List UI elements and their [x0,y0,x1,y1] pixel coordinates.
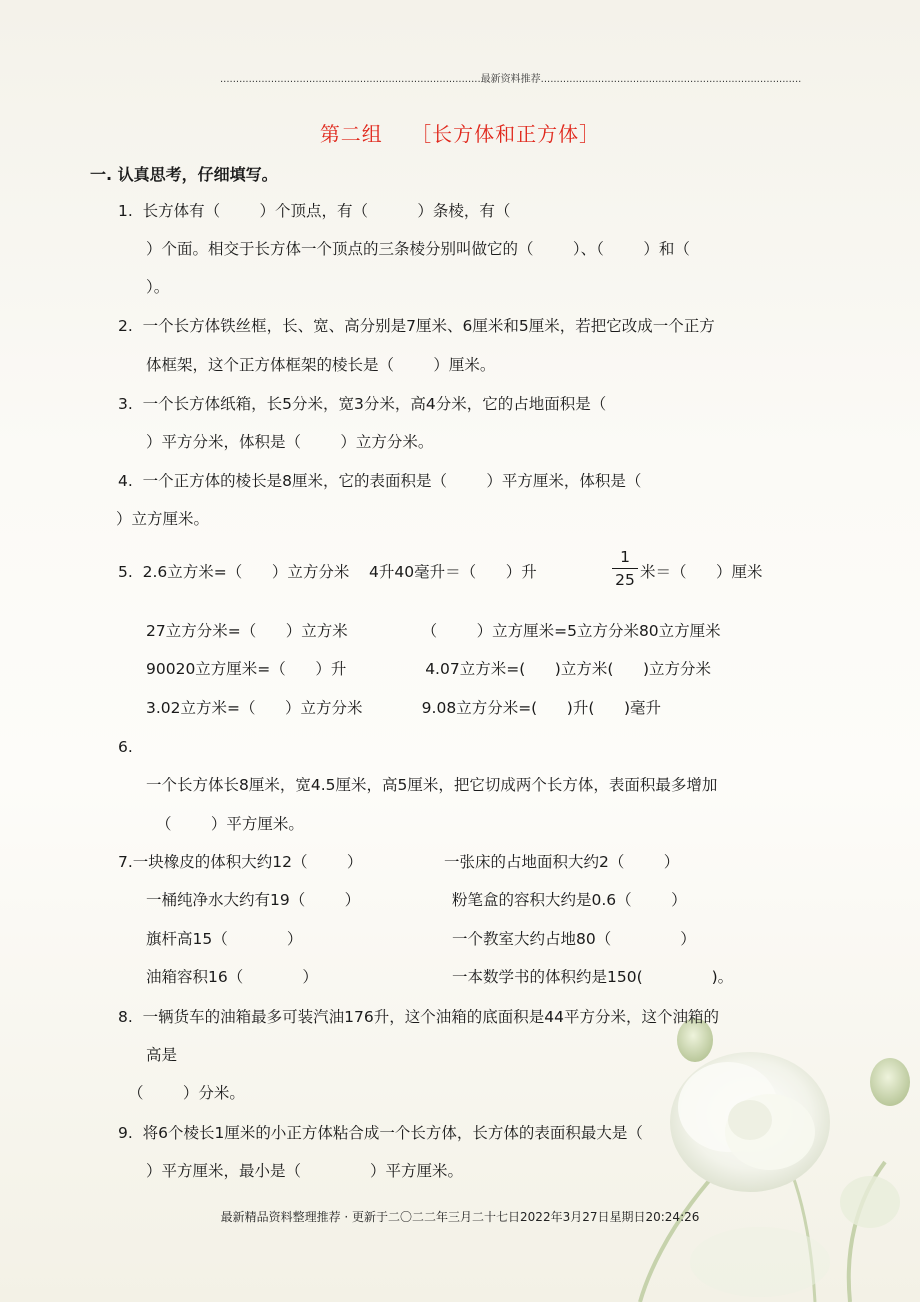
q4-line2: ）立方厘米。 [116,510,210,528]
q8-line1: 8. 一辆货车的油箱最多可装汽油176升，这个油箱的底面积是44平方分米，这个油箱的 [118,1008,719,1026]
q5-line1a: 5. 2.6立方米=（ ）立方分米 4升40毫升＝（ ）升 [118,563,537,581]
q7-line1b: 一张床的占地面积大约2（ ） [444,853,680,871]
page-footer: 最新精品资料整理推荐 · 更新于二〇二二年三月二十七日2022年3月27日星期日20:24:26 [220,1210,700,1224]
q1-line2: ）个面。相交于长方体一个顶点的三条棱分别叫做它的（ ）、（ ）和（ [146,240,690,258]
q8-line3: （ ）分米。 [128,1084,245,1102]
fraction-bar [612,568,638,569]
q3-line1: 3. 一个长方体纸箱，长5分米，宽3分米，高4分米，它的占地面积是（ [118,395,607,413]
q9-line1: 9. 将6个棱长1厘米的小正方体粘合成一个长方体，长方体的表面积最大是（ [118,1124,643,1142]
q7-line4b: 一本数学书的体积约是150( )。 [452,968,734,986]
q5-line3: 90020立方厘米=（ ）升 4.07立方米=( )立方米( )立方分米 [146,660,712,678]
q7-line1a: 7.一块橡皮的体积大约12（ ） [118,853,363,871]
q3-line2: ）平方分米，体积是（ ）立方分米。 [146,433,434,451]
fraction [612,547,638,590]
q1-line1: 1. 长方体有（ ）个顶点，有（ ）条棱，有（ [118,202,511,220]
q5-line1b: 米＝（ ）厘米 [640,563,763,581]
q7-line2b: 粉笔盒的容积大约是0.6（ ） [452,891,687,909]
q6-line2: （ ）平方厘米。 [156,815,304,833]
section-heading: 一. 认真思考，仔细填写。 [90,165,278,184]
fraction-denominator: 25 [615,571,635,589]
q7-line2a: 一桶纯净水大约有19（ ） [146,891,361,909]
q5-line2: 27立方分米=（ ）立方米 （ ）立方厘米=5立方分米80立方厘米 [146,622,721,640]
q6-line1: 一个长方体长8厘米，宽4.5厘米，高5厘米，把它切成两个长方体，表面积最多增加 [146,776,718,794]
q4-line1: 4. 一个正方体的棱长是8厘米，它的表面积是（ ）平方厘米，体积是（ [118,472,642,490]
q2-line1: 2. 一个长方体铁丝框，长、宽、高分别是7厘米、6厘米和5厘米，若把它改成一个正方 [118,317,715,335]
page-title: 第二组 ［长方体和正方体］ [319,122,601,146]
q1-line3: ）。 [146,278,170,296]
q6-number: 6. [118,738,133,756]
q7-line3a: 旗杆高15（ ） [146,930,303,948]
q9-line2: ）平方厘米，最小是（ ）平方厘米。 [146,1162,463,1180]
q8-line2: 高是 [146,1046,178,1064]
q5-line4: 3.02立方米=（ ）立方分米 9.08立方分米=( )升( )毫升 [146,699,661,717]
fraction-numerator: 1 [620,548,630,566]
page-header: ..................................................................................最新资料推荐.................................................................................. [220,74,802,85]
q7-line4a: 油箱容积16（ ） [146,968,318,986]
q2-line2: 体框架，这个正方体框架的棱长是（ ）厘米。 [146,356,496,374]
q7-line3b: 一个教室大约占地80（ ） [452,930,696,948]
